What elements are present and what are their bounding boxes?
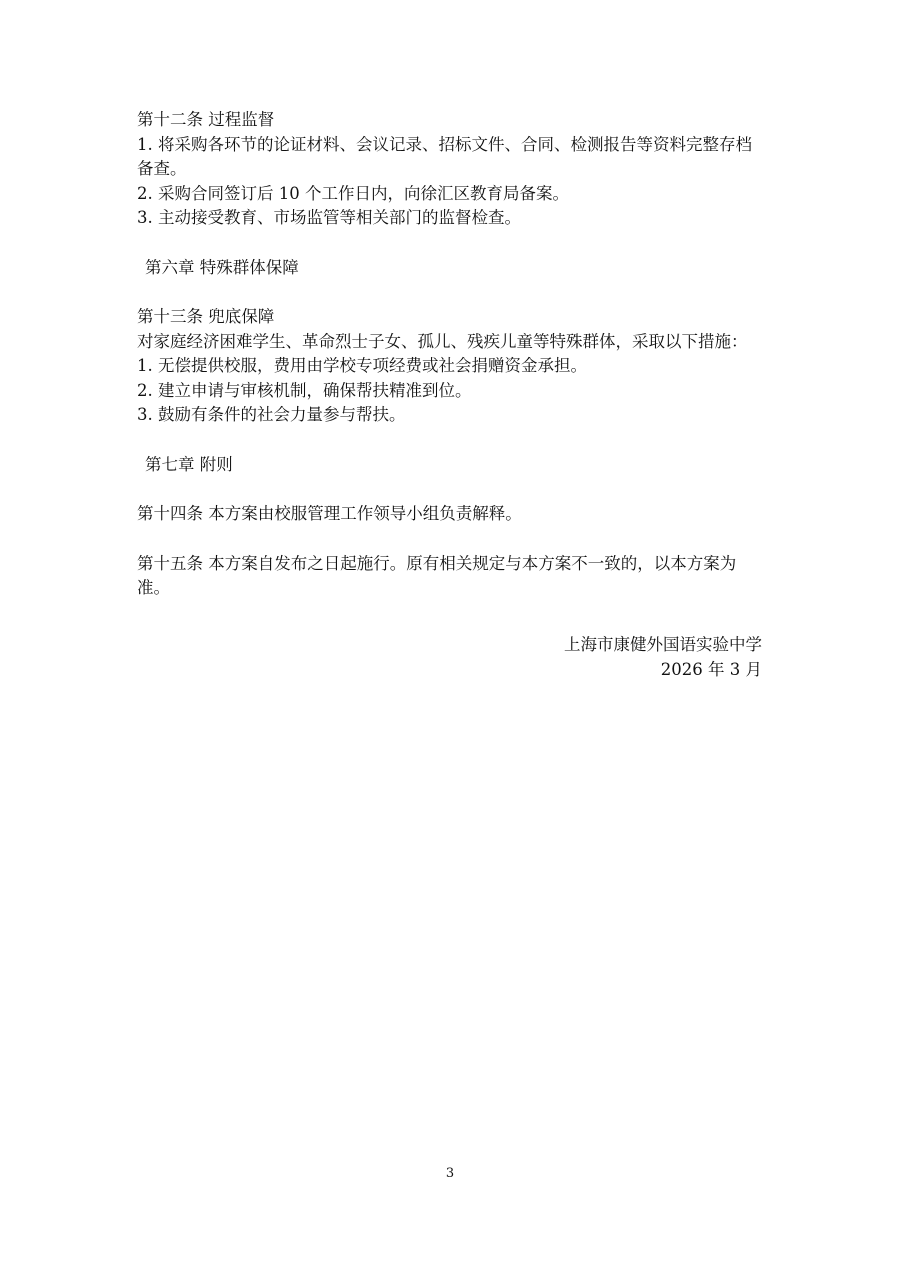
spacer: [137, 527, 767, 552]
spacer: [137, 477, 767, 502]
signature-organization: 上海市康健外国语实验中学: [564, 635, 762, 654]
article-13-intro: 对家庭经济困难学生、革命烈士子女、孤儿、残疾儿童等特殊群体，采取以下措施：: [137, 331, 748, 351]
article-12-item-3: 3. 主动接受教育、市场监管等相关部门的监督检查。: [137, 208, 521, 227]
article-12-item-1: 1. 将采购各环节的论证材料、会议记录、招标文件、合同、检测报告等资料完整存档备查。: [137, 134, 752, 178]
article-12-item-2: 2. 采购合同签订后 10 个工作日内，向徐汇区教育局备案。: [137, 183, 569, 203]
article-14: 第十四条 本方案由校服管理工作领导小组负责解释。: [137, 504, 522, 523]
article-13-item-2: 2. 建立申请与审核机制，确保帮扶精准到位。: [137, 380, 472, 400]
chapter-7-heading: 第七章 附则: [145, 454, 233, 474]
article-13-item-1: 1. 无偿提供校服，费用由学校专项经费或社会捐赠资金承担。: [137, 356, 587, 375]
article-12-title: 第十二条 过程监督: [137, 110, 275, 129]
article-13-item-3: 3. 鼓励有条件的社会力量参与帮扶。: [137, 405, 406, 424]
article-12: [137, 108, 767, 231]
article-15: 第十五条 本方案自发布之日起施行。原有相关规定与本方案不一致的，以本方案为准。: [137, 553, 737, 597]
article-13: [137, 305, 767, 428]
chapter-6-heading: 第六章 特殊群体保障: [145, 257, 299, 277]
spacer: [137, 231, 767, 256]
article-13-title: 第十三条 兜底保障: [137, 307, 275, 326]
spacer: [137, 280, 767, 305]
document-body: [137, 108, 767, 601]
page-number: 3: [445, 1166, 455, 1181]
signature-date: 2026 年 3 月: [660, 660, 762, 679]
spacer: [137, 428, 767, 453]
signature-block: [564, 632, 762, 682]
